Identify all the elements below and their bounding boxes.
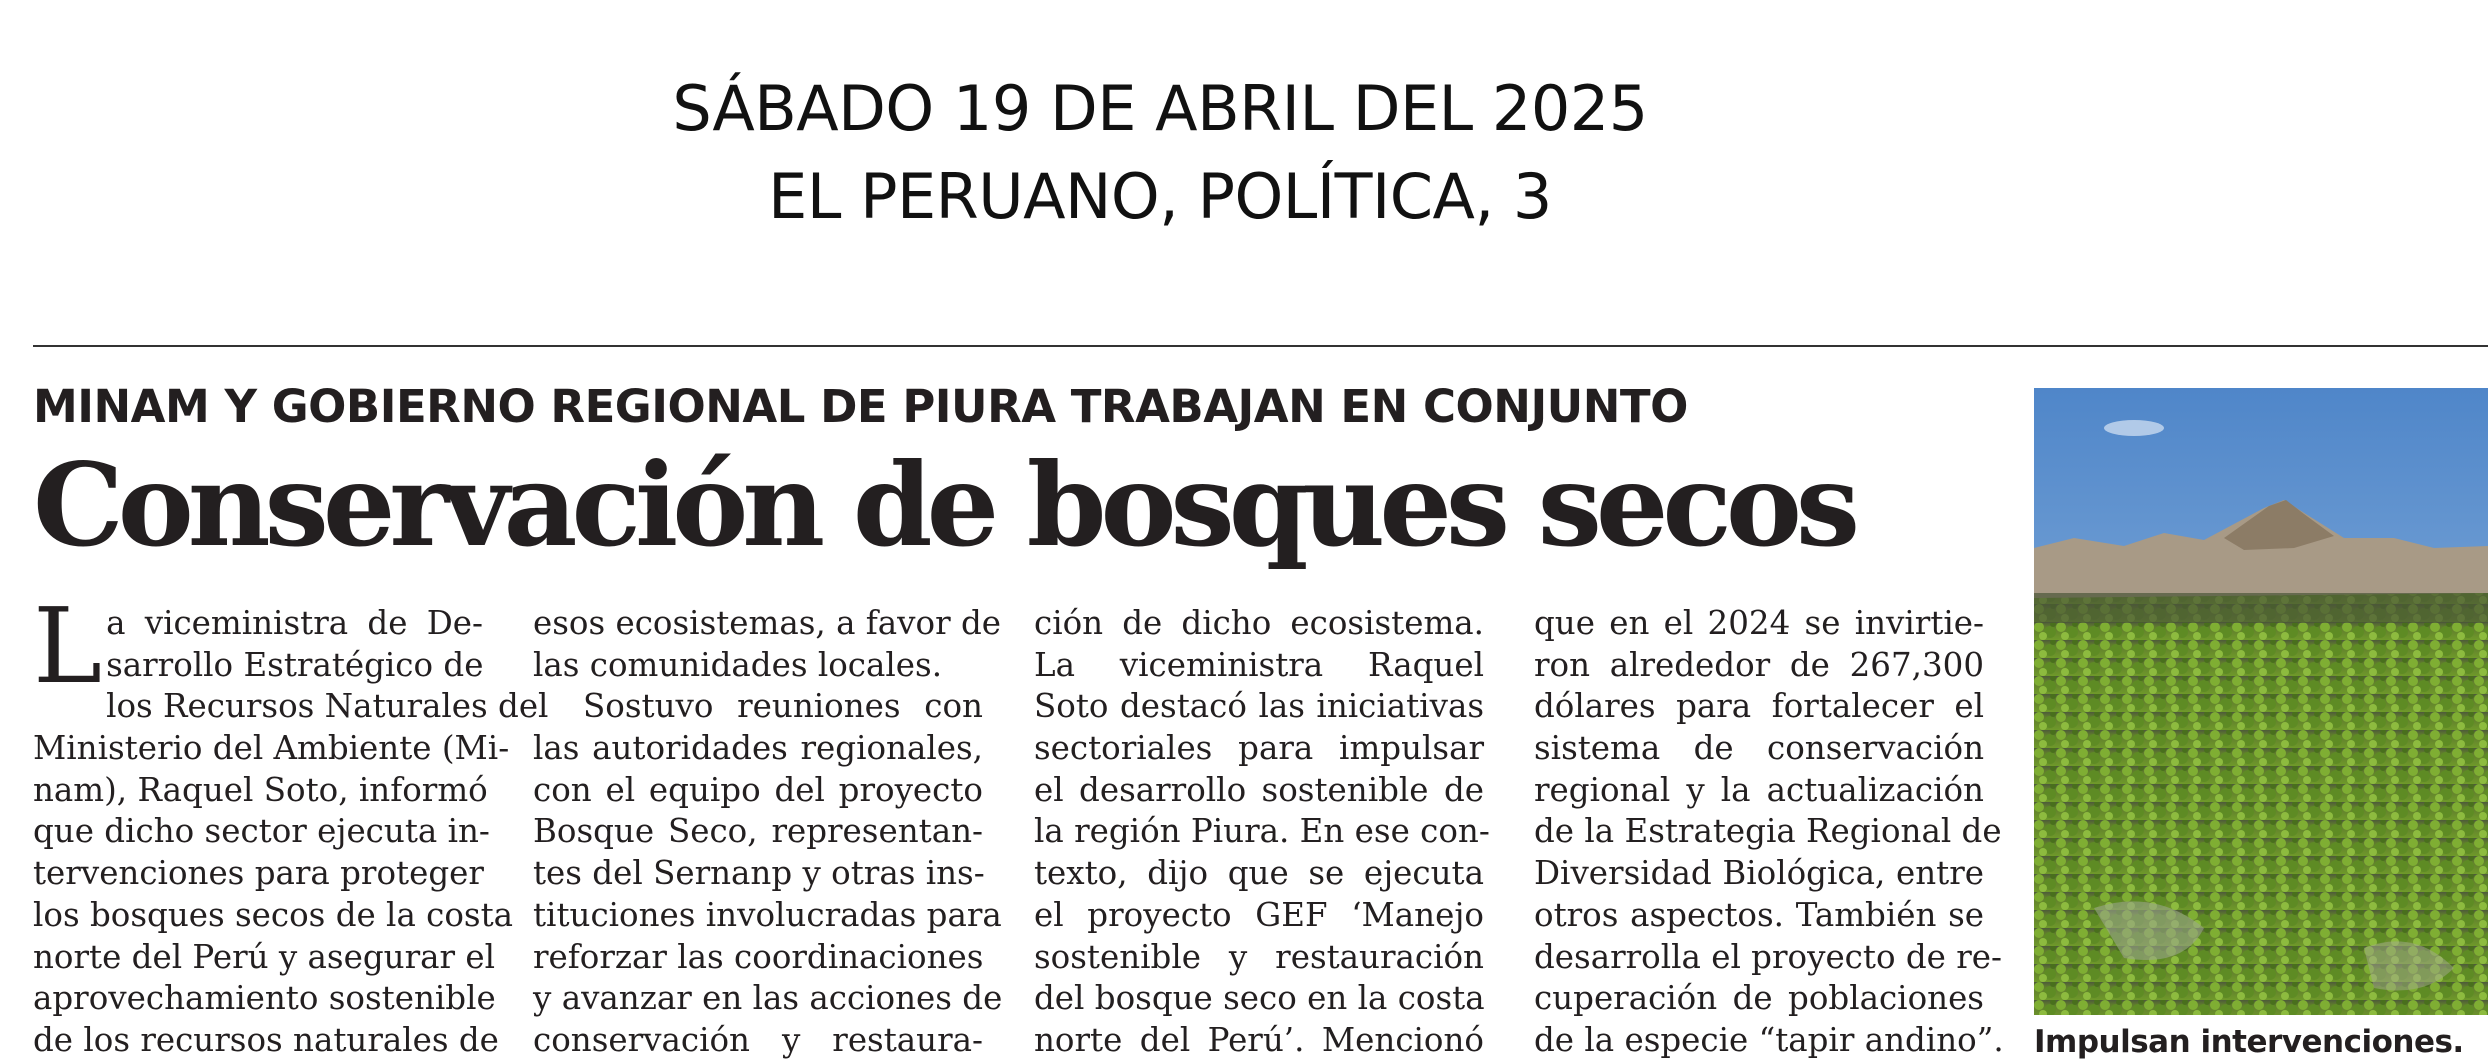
text-line: texto, dijo que se ejecuta — [1034, 854, 1484, 893]
header-divider — [33, 345, 2488, 347]
text-line: otros aspectos. También se — [1534, 895, 1984, 934]
text-line: el desarrollo sostenible de — [1034, 770, 1484, 809]
text-line: de los recursos naturales de — [33, 1020, 499, 1059]
article-column-2 — [533, 603, 1003, 1062]
text-line: de la especie “tapir andino”. — [1534, 1020, 2004, 1059]
text-line: tes del Sernanp y otras ins- — [533, 854, 985, 893]
text-line: cuperación de poblaciones — [1534, 979, 1984, 1018]
text-line: sistema de conservación — [1534, 729, 1984, 768]
text-line: los Recursos Naturales del — [106, 687, 549, 726]
text-line: La viceministra Raquel — [1034, 645, 1484, 684]
text-line: los bosques secos de la costa — [33, 895, 514, 934]
text-line: Ministerio del Ambiente (Mi- — [33, 729, 510, 768]
text-line: nam), Raquel Soto, informó — [33, 770, 488, 809]
text-line: las autoridades regionales, — [533, 729, 983, 768]
text-line: de la Estrategia Regional de — [1534, 812, 2002, 851]
drop-cap: L — [33, 585, 103, 707]
text-line: Sostuvo reuniones con — [583, 687, 983, 726]
text-line: sectoriales para impulsar — [1034, 729, 1484, 768]
text-line: con el equipo del proyecto — [533, 770, 983, 809]
text-line: tervenciones para proteger — [33, 854, 484, 893]
text-line: la región Piura. En ese con- — [1034, 812, 1490, 851]
edition-source: EL PERUANO, POLÍTICA, 3 — [768, 160, 1552, 233]
text-line: y avanzar en las acciones de — [533, 979, 1003, 1018]
article-headline: Conservación de bosques secos — [33, 438, 1855, 572]
text-line: aprovechamiento sostenible — [33, 979, 496, 1018]
text-line: del bosque seco en la costa — [1034, 979, 1485, 1018]
text-line: sarrollo Estratégico de — [106, 645, 484, 684]
text-line: que dicho sector ejecuta in- — [33, 812, 490, 851]
text-line: que en el 2024 se invirtie- — [1534, 604, 1984, 642]
article-column-4 — [1534, 603, 2004, 1062]
article-column-1 — [33, 585, 549, 1062]
article-column-3 — [1034, 603, 1490, 1062]
text-line: Diversidad Biológica, entre — [1534, 854, 1984, 893]
text-line: las comunidades locales. — [533, 645, 943, 684]
text-line: dólares para fortalecer el — [1534, 687, 1984, 726]
text-line: conservación y restaura- — [533, 1020, 983, 1059]
text-line: desarrolla el proyecto de re- — [1534, 937, 2002, 976]
text-line: norte del Perú’. Mencionó — [1034, 1020, 1484, 1059]
text-line: a viceministra de De- — [106, 604, 483, 642]
text-line: ción de dicho ecosistema. — [1034, 604, 1484, 642]
article-kicker: MINAM Y GOBIERNO REGIONAL DE PIURA TRABAJAN EN CONJUNTO — [33, 380, 1688, 433]
photo-caption: Impulsan intervenciones. — [2034, 1024, 2464, 1060]
text-line: Soto destacó las iniciativas — [1034, 687, 1484, 726]
text-line: el proyecto GEF ‘Manejo — [1034, 895, 1484, 934]
edition-date: SÁBADO 19 DE ABRIL DEL 2025 — [672, 72, 1648, 145]
text-line: sostenible y restauración — [1034, 937, 1484, 976]
text-line: esos ecosistemas, a favor de — [533, 604, 1002, 642]
text-line: Bosque Seco, representan- — [533, 812, 983, 851]
text-line: reforzar las coordinaciones — [533, 937, 984, 976]
text-line: ron alrededor de 267,300 — [1534, 645, 1984, 684]
text-line: norte del Perú y asegurar el — [33, 937, 495, 976]
text-line: tituciones involucradas para — [533, 895, 1002, 934]
text-line: regional y la actualización — [1534, 770, 1984, 809]
dry-forest-photo — [2034, 388, 2488, 1015]
